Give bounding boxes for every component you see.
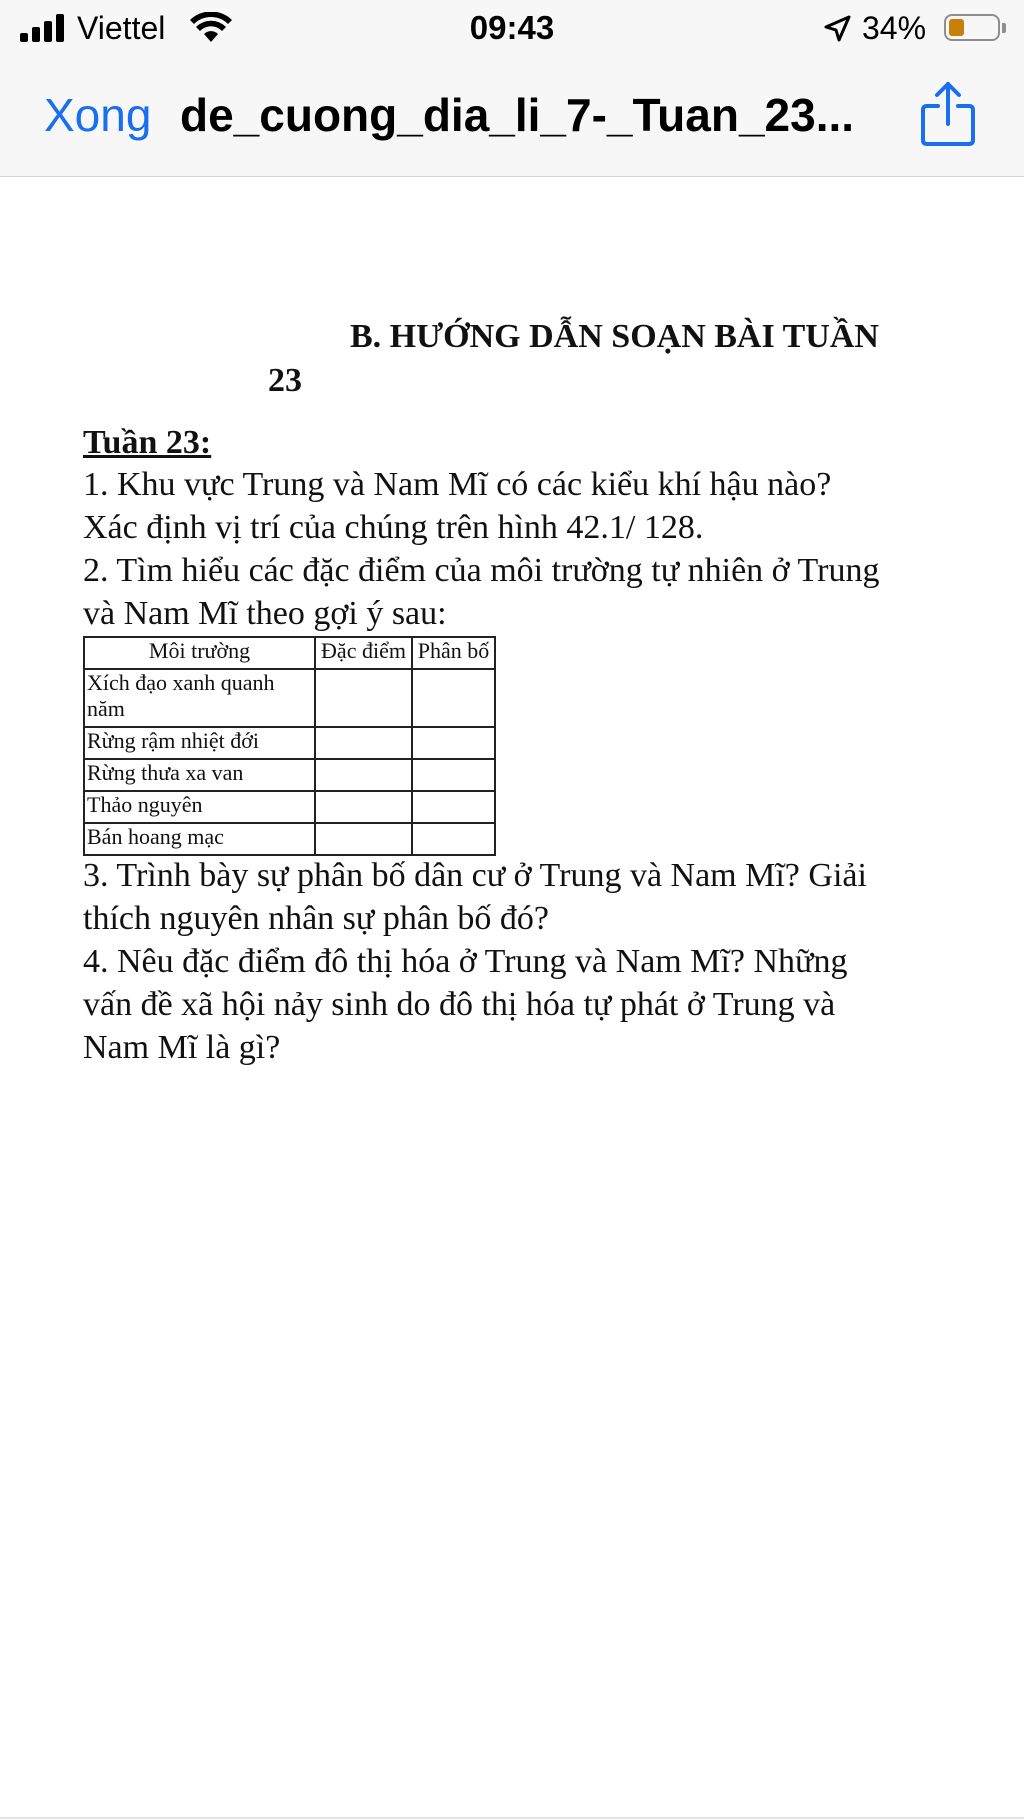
question-1 xyxy=(83,463,983,549)
table-cell-environment xyxy=(84,669,315,727)
document-page[interactable] xyxy=(0,177,1024,1820)
table-header-environment: Môi trường xyxy=(84,637,315,669)
doc-heading-number: 23 xyxy=(268,362,302,399)
question-2-line-1: 2. Tìm hiểu các đặc điểm của môi trường tự nhiên ở Trung xyxy=(83,552,880,589)
question-3 xyxy=(83,854,983,940)
navigation-bar xyxy=(0,58,1024,177)
table-row xyxy=(84,791,495,823)
table-cell-features xyxy=(315,823,412,855)
environment-line-1: Xích đạo xanh quanh xyxy=(87,670,275,695)
question-1-line-1: 1. Khu vực Trung và Nam Mĩ có các kiểu khí hậu nào? xyxy=(83,466,832,503)
question-4-line-1: 4. Nêu đặc điểm đô thị hóa ở Trung và Nam Mĩ? Những xyxy=(83,943,848,980)
table-cell-features xyxy=(315,669,412,727)
question-2 xyxy=(83,549,983,635)
battery-tip xyxy=(1002,23,1006,33)
table-cell-environment: Bán hoang mạc xyxy=(84,823,315,855)
table-cell-environment: Thảo nguyên xyxy=(84,791,315,823)
table-row xyxy=(84,823,495,855)
table-cell-environment: Rừng rậm nhiệt đới xyxy=(84,727,315,759)
share-icon[interactable] xyxy=(918,80,978,148)
question-3-line-2: thích nguyên nhân sự phân bố đó? xyxy=(83,900,550,937)
done-button[interactable]: Xong xyxy=(44,89,152,141)
status-time: 09:43 xyxy=(469,9,555,46)
doc-heading: B. HƯỚNG DẪN SOẠN BÀI TUẦN xyxy=(350,318,879,355)
table-cell-distribution xyxy=(412,823,495,855)
question-4-line-2: vấn đề xã hội nảy sinh do đô thị hóa tự phát ở Trung và xyxy=(83,986,836,1023)
table-header-distribution: Phân bố xyxy=(412,637,495,669)
table-cell-features xyxy=(315,791,412,823)
table-cell-environment: Rừng thưa xa van xyxy=(84,759,315,791)
table-cell-features xyxy=(315,759,412,791)
file-title: de_cuong_dia_li_7-_Tuan_23... xyxy=(180,89,855,141)
table-cell-distribution xyxy=(412,791,495,823)
table-cell-distribution xyxy=(412,727,495,759)
table-header-features: Đặc điểm xyxy=(315,637,412,669)
page-bottom-divider xyxy=(0,1817,1024,1819)
week-label: Tuần 23: xyxy=(83,424,212,461)
battery-fill xyxy=(949,19,964,36)
location-arrow-icon xyxy=(822,14,852,44)
question-4-line-3: Nam Mĩ là gì? xyxy=(83,1029,281,1066)
question-4 xyxy=(83,940,983,1069)
table-cell-distribution xyxy=(412,759,495,791)
question-3-line-1: 3. Trình bày sự phân bố dân cư ở Trung và Nam Mĩ? Giải xyxy=(83,857,867,894)
carrier-name: Viettel xyxy=(77,10,166,46)
environment-line-2: năm xyxy=(87,696,125,721)
table-row xyxy=(84,727,495,759)
battery-icon xyxy=(944,14,1000,41)
status-bar xyxy=(0,0,1024,58)
table-cell-features xyxy=(315,727,412,759)
table-cell-distribution xyxy=(412,669,495,727)
table-row xyxy=(84,669,495,727)
environment-table xyxy=(83,636,496,856)
question-1-line-2: Xác định vị trí của chúng trên hình 42.1/ 128. xyxy=(83,509,704,546)
question-2-line-2: và Nam Mĩ theo gợi ý sau: xyxy=(83,595,447,632)
battery-percent: 34% xyxy=(862,10,927,46)
table-row xyxy=(84,759,495,791)
